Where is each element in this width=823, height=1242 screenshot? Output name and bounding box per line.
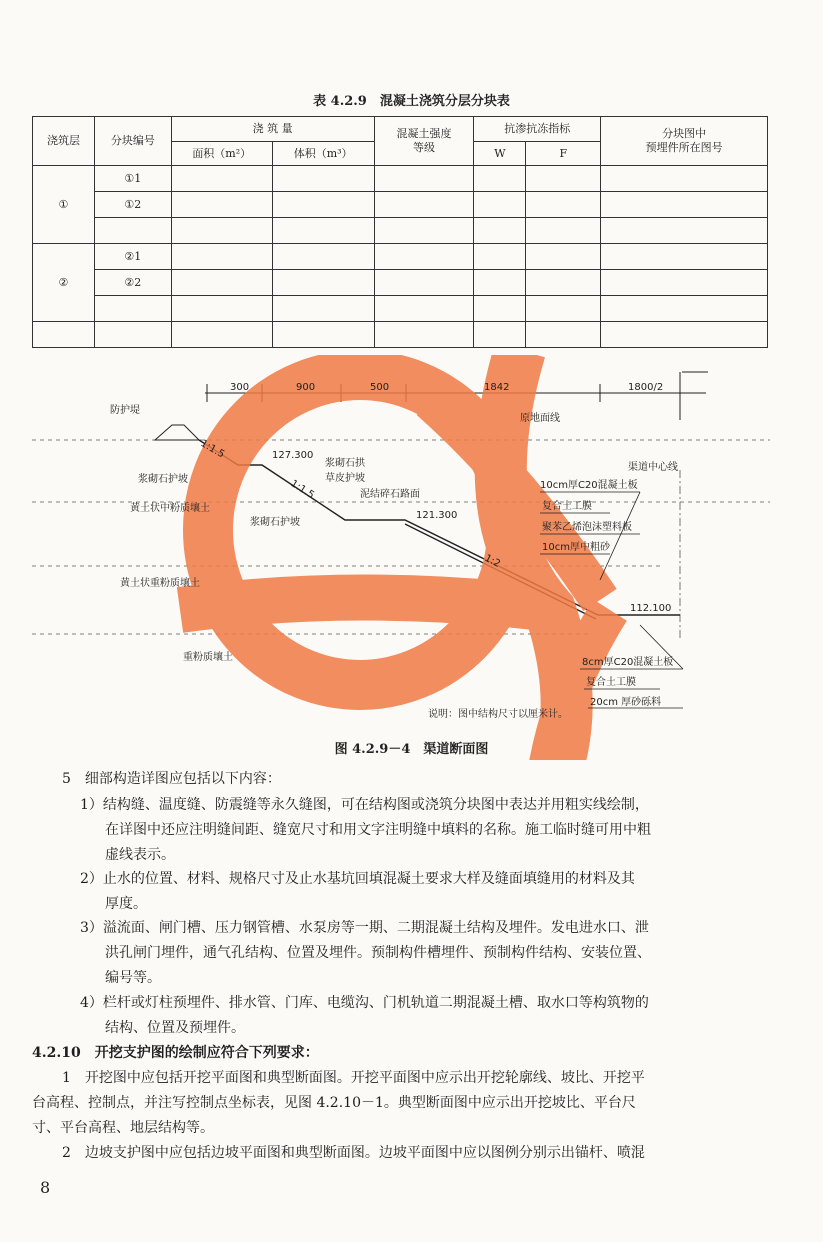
- label-stone-slope: 浆砌石护坡: [138, 474, 188, 485]
- table-row: [33, 218, 768, 244]
- item-1-line2: 在详图中还应注明缝间距、缝宽尺寸和用文字注明缝中填料的名称。施工临时缝可用中粗: [105, 822, 651, 838]
- label-gravel-road: 泥结碎石路面: [360, 489, 420, 500]
- para-1-line3: 寸、平台高程、地层结构等。: [32, 1120, 214, 1136]
- table-row: [33, 270, 768, 296]
- label-eps-board: 聚苯乙烯泡沫塑料板: [542, 522, 632, 533]
- col-volume: 体积（m³）: [272, 142, 374, 166]
- dim-1800-2: 1800/2: [628, 382, 664, 393]
- label-slope-3: 1:2: [482, 552, 502, 570]
- label-geomembrane-2: 复合土工膜: [586, 677, 636, 688]
- item-2-line1: 2）止水的位置、材料、规格尺寸及止水基坑回填混凝土要求大样及缝面填缝用的材料及其: [80, 871, 635, 887]
- label-stone-slope-2: 浆砌石护坡: [250, 517, 300, 528]
- pour-1: ①: [33, 166, 95, 244]
- label-slope-1: 1:1.5: [198, 438, 227, 461]
- block-cell: ②2: [94, 270, 171, 296]
- table-caption: 表 4.2.9 混凝土浇筑分层分块表: [313, 94, 510, 109]
- label-stone-arch-1: 浆砌石拱: [325, 458, 365, 469]
- label-loess-heavy: 黄土状重粉质壤土: [120, 578, 200, 589]
- item-4-line2: 结构、位置及预埋件。: [105, 1020, 245, 1036]
- figure-note: 说明：图中结构尺寸以厘米计。: [428, 709, 568, 720]
- item-1-line3: 虚线表示。: [105, 847, 175, 863]
- label-geomembrane-1: 复合土工膜: [542, 501, 592, 512]
- section-4-2-10: 4.2.10 开挖支护图的绘制应符合下列要求：: [32, 1045, 319, 1061]
- label-elev-2: 121.300: [416, 510, 458, 521]
- col-pour: 浇筑层: [33, 117, 95, 166]
- label-ground-line: 原地面线: [520, 413, 560, 424]
- col-strength: 混凝土强度 等级: [374, 117, 474, 166]
- label-elev-3: 112.100: [630, 603, 672, 614]
- col-w: W: [474, 142, 526, 166]
- col-amount: 浇 筑 量: [171, 117, 374, 142]
- dim-500: 500: [370, 382, 390, 393]
- item-3-line1: 3）溢流面、闸门槽、压力钢管槽、水泵房等一期、二期混凝土结构及埋件。发电进水口、泄: [80, 920, 649, 936]
- block-cell: ①1: [94, 166, 171, 192]
- levee-shape: [155, 425, 199, 440]
- col-block: 分块编号: [94, 117, 171, 166]
- block-cell: ①2: [94, 192, 171, 218]
- table-header-row: [33, 117, 768, 142]
- label-c20-10: 10cm厚C20混凝土板: [540, 480, 638, 491]
- table-row: [33, 244, 768, 270]
- label-gravel-20: 20cm 厚砂砾料: [590, 697, 662, 708]
- para-1-line2: 台高程、控制点，并注写控制点坐标表，见图 4.2.10－1。典型断面图中应示出开挖坡比、平台尺: [32, 1095, 636, 1111]
- para-1-line1: 1 开挖图中应包括开挖平面图和典型断面图。开挖平面图中应示出开挖轮廓线、坡比、开挖平: [62, 1070, 645, 1086]
- label-heavy-silt: 重粉质壤土: [183, 652, 233, 663]
- label-levee: 防护堤: [110, 405, 140, 416]
- item-2-line2: 厚度。: [105, 896, 147, 912]
- item-3-line2: 洪孔闸门埋件，通气孔结构、位置及埋件。预制构件槽埋件、预制构件结构、安装位置、: [105, 945, 651, 961]
- table-row: [33, 322, 768, 348]
- table-row: [33, 296, 768, 322]
- col-f: F: [526, 142, 601, 166]
- pour-2: ②: [33, 244, 95, 322]
- label-loess-fill: 黄土状中粉质壤土: [130, 503, 210, 514]
- label-slope-2: 1:1.5: [288, 478, 316, 502]
- item-4-line1: 4）栏杆或灯柱预埋件、排水管、门库、电缆沟、门机轨道二期混凝土槽、取水口等构筑物的: [80, 995, 649, 1011]
- page-number: 8: [40, 1178, 51, 1197]
- label-sand-10: 10cm厚中粗砂: [542, 542, 610, 553]
- label-canal-center: 渠道中心线: [628, 462, 678, 473]
- table-row: [33, 192, 768, 218]
- pour-block-table: [32, 116, 768, 348]
- label-elev-1: 127.300: [272, 450, 314, 461]
- col-index: 抗渗抗冻指标: [474, 117, 601, 142]
- dim-1842: 1842: [484, 382, 510, 393]
- para-5: 5 细部构造详图应包括以下内容：: [62, 771, 281, 787]
- table-row: [33, 166, 768, 192]
- dim-300: 300: [230, 382, 250, 393]
- para-2-line1: 2 边坡支护图中应包括边坡平面图和典型断面图。边坡平面图中应以图例分别示出锚杆、喷混: [62, 1145, 645, 1161]
- col-embed: 分块图中 预埋件所在图号: [601, 117, 768, 166]
- label-stone-arch-2: 草皮护坡: [325, 473, 365, 484]
- col-area: 面积（m²）: [171, 142, 272, 166]
- item-1-line1: 1）结构缝、温度缝、防震缝等永久缝图，可在结构图或浇筑分块图中表达并用粗实线绘制，: [80, 797, 649, 813]
- dim-900: 900: [296, 382, 316, 393]
- canal-section-drawing: [0, 355, 823, 760]
- figure-caption: 图 4.2.9－4 渠道断面图: [334, 742, 489, 757]
- item-3-line3: 编号等。: [105, 970, 161, 986]
- label-c20-8: 8cm厚C20混凝土板: [582, 657, 674, 668]
- block-cell: ②1: [94, 244, 171, 270]
